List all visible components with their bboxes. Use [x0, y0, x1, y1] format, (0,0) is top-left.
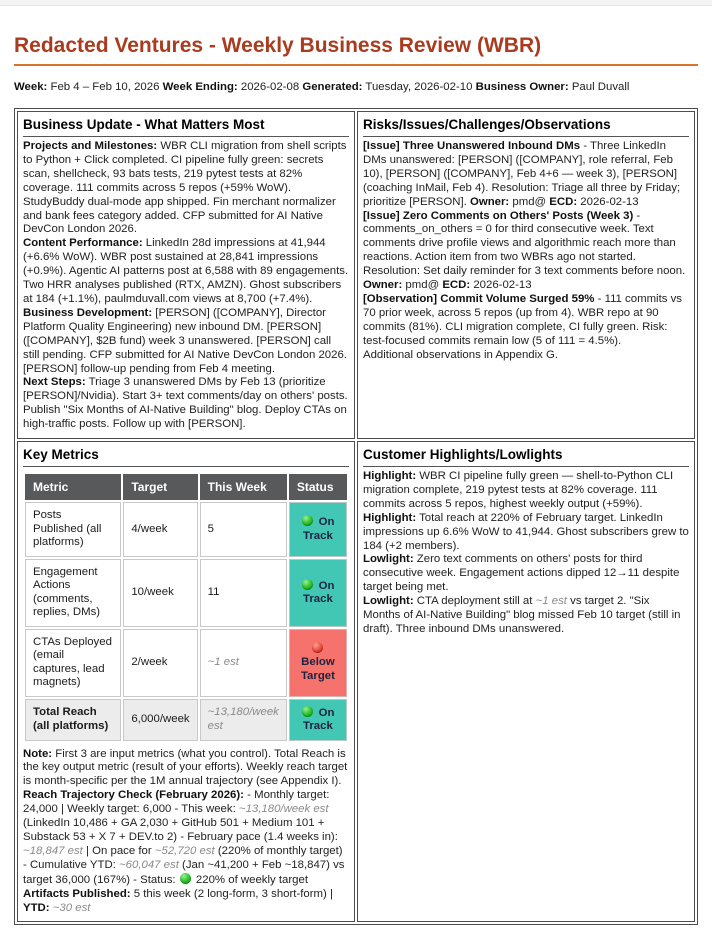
section-heading-risks: Risks/Issues/Challenges/Observations — [363, 114, 689, 137]
paragraph — [363, 512, 689, 554]
report-grid — [14, 108, 698, 925]
bold-label: Business Owner: — [475, 81, 569, 94]
text-run: 2026-02-13 — [470, 279, 532, 292]
section-heading-customer: Customer Highlights/Lowlights — [363, 444, 689, 467]
bold-label: Week: — [14, 81, 48, 94]
text-run: Zero text comments on others' posts for third consecutive week. Engagement actions dipped 12→11 despite target being met. — [363, 553, 680, 594]
bold-label: [Observation] Commit Volume Surged 59% — [363, 292, 595, 305]
target-cell: 2/week — [123, 629, 197, 697]
paragraph — [363, 349, 689, 363]
text-run: - 111 commits vs 70 prior week, across 5 repos (up from 4). WBR repo at 90 commits (81%). CLI migration complete, CI fully green. Risk: test-focused commits remain low (5 of 111 = 4.5%). — [363, 292, 683, 347]
status-cell — [289, 559, 347, 627]
this-week-cell: 5 — [200, 502, 287, 557]
text-run: 2026-02-13 — [577, 195, 639, 208]
bold-label: Owner: — [363, 279, 403, 292]
text-run: vs target 2. "Six Months of AI-Native Building" blog missed Feb 10 target (still in draft). Three inbound DMs unanswered. — [363, 595, 681, 635]
text-run: LinkedIn 28d impressions at 41,944 (+6.6% WoW). WBR post sustained at 28,841 impressions (+0.9%). Agentic AI patterns post at 6,588 with 89 engagements. Two HRR analyses published (RTX, AMZN). Ghost subscribers at 184 (+1.1%), paulmduvall.com views at 8,700 (+7.4%). — [23, 237, 349, 305]
metric-name-cell: CTAs Deployed (email captures, lead magnets) — [25, 629, 121, 697]
status-cell — [289, 699, 347, 741]
key-metrics-notes — [23, 748, 349, 916]
table-row — [25, 699, 347, 741]
paragraph — [363, 210, 689, 293]
bold-label: Artifacts Published: — [23, 887, 131, 900]
paragraph — [363, 470, 689, 512]
bold-label: Projects and Milestones: — [23, 140, 158, 152]
estimate-value: ~18,847 est — [23, 844, 83, 857]
bold-label: Highlight: — [363, 470, 417, 483]
column-header: Target — [123, 474, 197, 500]
this-week-cell: ~1 est — [200, 629, 287, 697]
bold-label: YTD: — [23, 901, 50, 914]
bold-label: Note: — [23, 747, 53, 760]
status-label: On Track — [303, 516, 335, 542]
status-dot-icon — [302, 706, 313, 717]
text-run: Tuesday, 2026-02-10 — [362, 81, 476, 94]
estimate-value: ~1 est — [535, 595, 567, 608]
table-row — [25, 559, 347, 627]
paragraph — [363, 293, 689, 349]
text-run: Feb 4 – Feb 10, 2026 — [47, 81, 163, 94]
text-run: - comments_on_others = 0 for third consecutive week. Text comments drive profile views and algorithmic reach more than reactions. Action item from two WBRs ago not started. Resolution: Set daily reminder for 3 text comments before noon. — [363, 209, 686, 278]
text-run: (Jan ~41,200 + Feb ~18,847) vs target 36,000 (167%) - Status: — [23, 858, 345, 886]
text-run: 2026-02-08 — [237, 81, 303, 94]
paragraph — [23, 748, 349, 790]
status-dot-icon — [180, 873, 191, 884]
target-cell: 4/week — [123, 502, 197, 557]
risks-content — [363, 140, 689, 363]
text-run: (LinkedIn 10,486 + GA 2,030 + GitHub 501 + Medium 101 + Substack 53 + X 7 + DEV.to 2) - February pace (1.4 weeks in): — [23, 817, 338, 843]
cell-business-update — [17, 111, 355, 439]
text-run: Additional observations in Appendix G. — [363, 348, 559, 361]
target-cell: 6,000/week — [123, 699, 197, 741]
status-dot-icon — [312, 642, 323, 653]
metrics-header-row — [25, 474, 347, 500]
text-run: 220% of weekly target — [192, 873, 309, 886]
status-dot-icon — [302, 515, 313, 526]
bold-label: Reach Trajectory Check (February 2026): — [23, 789, 244, 802]
section-heading-key-metrics: Key Metrics — [23, 444, 349, 467]
estimate-value: ~13,180/week est — [238, 803, 329, 816]
this-week-cell: ~13,180/week est — [200, 699, 287, 741]
bold-label: [Issue] Zero Comments on Others' Posts (Week 3) — [363, 209, 634, 222]
key-metrics-table — [23, 472, 349, 743]
title-rule — [14, 64, 698, 66]
status-label: Below Target — [300, 656, 335, 682]
text-run: WBR CLI migration from shell scripts to Python + Click completed. CI pipeline fully green: secrets scan, shellcheck, 93 bats tests, 219 pytest tests at 82% coverage. 111 commits across 5 repos (+59% WoW). StudyBuddy dual-mode app shipped. Fin merchant normalizer and bank fees category added. CFP submitted for AI Native DevCon London 2026. — [23, 140, 347, 236]
text-run: WBR CI pipeline fully green — shell-to-Python CLI migration complete, 219 pytest tests at 82% coverage. 111 commits across 5 repos, highest weekly output (+59%). — [363, 470, 674, 510]
status-cell — [289, 502, 347, 557]
status-label: On Track — [303, 706, 335, 733]
bold-label: Owner: — [469, 195, 510, 208]
target-cell: 10/week — [123, 559, 197, 627]
estimate-value: ~30 est — [52, 901, 91, 914]
cell-risks — [357, 111, 695, 439]
metric-name-cell: Posts Published (all platforms) — [25, 502, 121, 557]
cell-customer — [357, 441, 695, 922]
bold-label: Business Development: — [23, 306, 153, 319]
text-run: pmd@ — [509, 195, 550, 208]
paragraph — [23, 140, 349, 237]
paragraph — [363, 140, 689, 210]
text-run: pmd@ — [402, 279, 443, 292]
text-run: Triage 3 unanswered DMs by Feb 13 (prioritize [PERSON]/Nvidia). Start 3+ text comments/day on others' posts. Publish "Six Months of AI-Native Building" blog. Deploy CTAs on high-traffic posts. Follow up with [PERSON]. — [23, 376, 348, 431]
text-run: - Monthly target: 24,000 | Weekly target: 6,000 - This week: — [23, 789, 330, 816]
column-header: Metric — [25, 474, 121, 500]
text-run: Paul Duvall — [568, 81, 630, 94]
bold-label: Next Steps: — [23, 376, 86, 389]
business-update-content — [23, 140, 349, 432]
table-row — [25, 502, 347, 557]
section-heading-business-update: Business Update - What Matters Most — [23, 114, 349, 137]
customer-content — [363, 470, 689, 637]
paragraph — [363, 553, 689, 595]
text-run: 5 this week (2 long-form, 3 short-form) | — [130, 887, 333, 900]
bold-label: Highlight: — [363, 511, 417, 524]
paragraph — [23, 237, 349, 307]
text-run: Total reach at 220% of February target. LinkedIn impressions up 6.6% WoW to 41,944. Ghost subscribers grew to 184 (+2 members). — [363, 511, 689, 552]
status-label: On Track — [303, 579, 335, 606]
paragraph — [23, 789, 349, 887]
paragraph — [23, 888, 349, 916]
text-run: [PERSON] ([COMPANY], Director Platform Quality Engineering) new inbound DM. [PERSON] ([COMPANY], $2B fund) week 3 unanswered. [PERSON] call still pending. CFP submitted for AI Native DevCon London 2026. [PERSON] follow-up pending from Feb 4 meeting. — [23, 306, 347, 375]
text-run: First 3 are input metrics (what you control). Total Reach is the key output metric (result of your efforts). Weekly reach target is month-specific per the 1M annual trajectory (see Appendix I). — [23, 747, 348, 788]
cell-key-metrics — [17, 441, 355, 922]
table-row — [25, 629, 347, 697]
paragraph — [363, 595, 689, 637]
bold-label: ECD: — [442, 279, 471, 292]
bold-label: Content Performance: — [23, 237, 143, 250]
page-title: Redacted Ventures - Weekly Business Review (WBR) — [14, 34, 542, 57]
text-run: | On pace for — [82, 844, 155, 857]
bold-label: Lowlight: — [363, 553, 414, 566]
metric-name-cell: Engagement Actions (comments, replies, DMs) — [25, 559, 121, 627]
bold-label: Generated: — [302, 81, 363, 94]
text-run: CTA deployment still at — [413, 595, 536, 608]
wbr-report-page — [0, 6, 712, 939]
status-cell — [289, 629, 347, 697]
this-week-cell: 11 — [200, 559, 287, 627]
bold-label: Lowlight: — [363, 595, 414, 608]
bold-label: [Issue] Three Unanswered Inbound DMs — [363, 140, 581, 152]
paragraph — [23, 307, 349, 377]
paragraph — [23, 376, 349, 432]
bold-label: Week Ending: — [162, 81, 238, 94]
metric-name-cell: Total Reach (all platforms) — [25, 699, 121, 741]
report-meta-line — [14, 81, 698, 95]
estimate-value: ~60,047 est — [119, 858, 179, 871]
bold-label: ECD: — [549, 195, 578, 208]
status-dot-icon — [302, 579, 313, 590]
column-header: This Week — [200, 474, 287, 500]
text-run: (220% of monthly target) - Cumulative YTD: — [23, 844, 343, 871]
text-run: - Three LinkedIn DMs unanswered: [PERSON] ([COMPANY], role referral, Feb 10), [PERSON] ([COMPANY], Feb 4+6 — week 3), [PERSON] (coaching InMail, Feb 4). Resolution: Triage all three by Friday; prioritize [PERSON]. — [363, 140, 681, 208]
column-header: Status — [289, 474, 347, 500]
estimate-value: ~52,720 est — [154, 844, 215, 857]
